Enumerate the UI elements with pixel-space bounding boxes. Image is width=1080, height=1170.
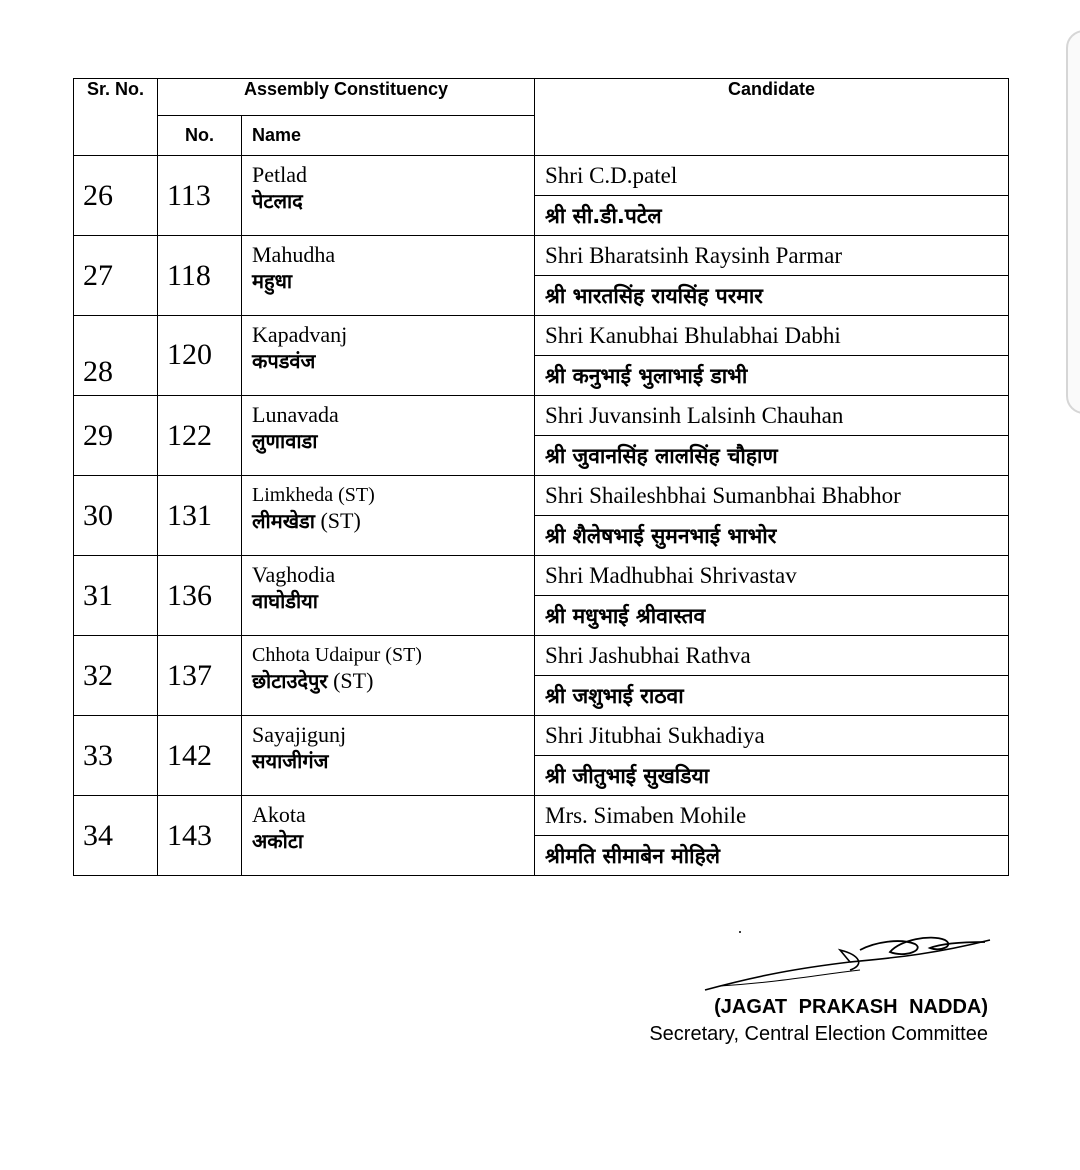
constituency-name-hi-text: छोटाउदेपुर [252,669,328,693]
constituency-name-hi-text: महुधा [252,269,293,293]
constituency-name-cell [242,636,535,716]
constituency-name-suffix: (ST) [314,508,361,533]
table-row [74,156,1009,196]
constituency-name-cell [242,236,535,316]
candidate-name-en: Shri Bharatsinh Raysinh Parmar [535,236,1009,276]
candidate-name-en: Shri Juvansinh Lalsinh Chauhan [535,396,1009,436]
constituency-name-hi [252,428,534,454]
candidate-name-hi: श्री जुवानसिंह लालसिंह चौहाण [535,436,1009,476]
constituency-no-cell: 122 [158,396,242,476]
constituency-name-en: Mahudha [252,242,336,267]
constituency-name-hi [252,348,534,374]
constituency-name-cell [242,316,535,396]
constituency-name-cell [242,716,535,796]
signature-mark [700,920,1000,1000]
constituency-name-en: Chhota Udaipur (ST) [252,644,422,666]
table-row [74,476,1009,516]
candidate-table [73,78,1009,876]
constituency-no-cell: 137 [158,636,242,716]
constituency-no-cell: 113 [158,156,242,236]
sr-no-cell: 34 [74,796,158,876]
constituency-name-cell [242,476,535,556]
constituency-name-hi-text: लीमखेडा [252,509,315,533]
table-row [74,716,1009,756]
constituency-name-hi [252,748,534,774]
constituency-name-hi [252,668,534,694]
candidate-name-en: Shri Jitubhai Sukhadiya [535,716,1009,756]
constituency-no-cell: 118 [158,236,242,316]
header-no: No. [158,116,242,156]
sr-no-cell: 29 [74,396,158,476]
constituency-name-cell [242,556,535,636]
header-candidate: Candidate [535,79,1009,156]
constituency-name-suffix: (ST) [327,668,374,693]
signatory-title: Secretary, Central Election Committee [649,1023,988,1045]
constituency-name-hi-text: लुणावाडा [252,429,318,453]
constituency-name-hi [252,588,534,614]
candidate-name-hi: श्री जशुभाई राठवा [535,676,1009,716]
constituency-name-en: Limkheda (ST) [252,484,375,506]
candidate-name-en: Shri Madhubhai Shrivastav [535,556,1009,596]
header-assembly-constituency: Assembly Constituency [158,79,535,116]
candidate-name-en: Shri C.D.patel [535,156,1009,196]
candidate-name-hi: श्री शैलेषभाई सुमनभाई भाभोर [535,516,1009,556]
candidate-name-en: Mrs. Simaben Mohile [535,796,1009,836]
constituency-name-hi-text: कपडवंज [252,349,316,373]
sr-no-cell: 28 [74,316,158,396]
constituency-no-cell: 131 [158,476,242,556]
table-row [74,636,1009,676]
candidate-name-hi: श्री सी.डी.पटेल [535,196,1009,236]
constituency-name-hi [252,508,534,534]
sr-no-cell: 27 [74,236,158,316]
constituency-name-cell [242,156,535,236]
candidate-name-en: Shri Jashubhai Rathva [535,636,1009,676]
constituency-name-hi-text: पेटलाद [252,189,303,213]
table-body [74,156,1009,876]
constituency-name-hi-text: सयाजीगंज [252,749,329,773]
constituency-name-en: Kapadvanj [252,322,348,347]
header-name: Name [242,116,535,156]
sr-no-cell: 33 [74,716,158,796]
constituency-name-en: Lunavada [252,402,339,427]
signatory-name: (JAGAT PRAKASH NADDA) [714,996,988,1018]
constituency-no-cell: 120 [158,316,242,396]
candidate-name-hi: श्री भारतसिंह रायसिंह परमार [535,276,1009,316]
table-row [74,796,1009,836]
candidate-name-hi: श्रीमति सीमाबेन मोहिले [535,836,1009,876]
constituency-name-en: Akota [252,802,306,827]
constituency-name-en: Sayajigunj [252,722,347,747]
table-row [74,556,1009,596]
constituency-name-hi [252,268,534,294]
header-sr-no: Sr. No. [74,79,158,156]
table-row [74,316,1009,356]
constituency-name-hi [252,188,534,214]
constituency-no-cell: 143 [158,796,242,876]
constituency-no-cell: 136 [158,556,242,636]
sr-no-cell: 30 [74,476,158,556]
constituency-name-hi-text: अकोटा [252,829,304,853]
constituency-name-cell [242,396,535,476]
constituency-name-en: Vaghodia [252,562,336,587]
candidate-name-hi: श्री कनुभाई भुलाभाई डाभी [535,356,1009,396]
constituency-name-hi [252,828,534,854]
table-row [74,396,1009,436]
table-row [74,236,1009,276]
constituency-no-cell: 142 [158,716,242,796]
scroll-edge[interactable] [1066,30,1080,414]
sr-no-cell: 32 [74,636,158,716]
sr-no-cell: 31 [74,556,158,636]
candidate-name-en: Shri Kanubhai Bhulabhai Dabhi [535,316,1009,356]
constituency-name-en: Petlad [252,162,307,187]
candidate-name-en: Shri Shaileshbhai Sumanbhai Bhabhor [535,476,1009,516]
candidate-name-hi: श्री मधुभाई श्रीवास्तव [535,596,1009,636]
candidate-name-hi: श्री जीतुभाई सुखडिया [535,756,1009,796]
sr-no-cell: 26 [74,156,158,236]
constituency-name-cell [242,796,535,876]
constituency-name-hi-text: वाघोडीया [252,589,318,613]
